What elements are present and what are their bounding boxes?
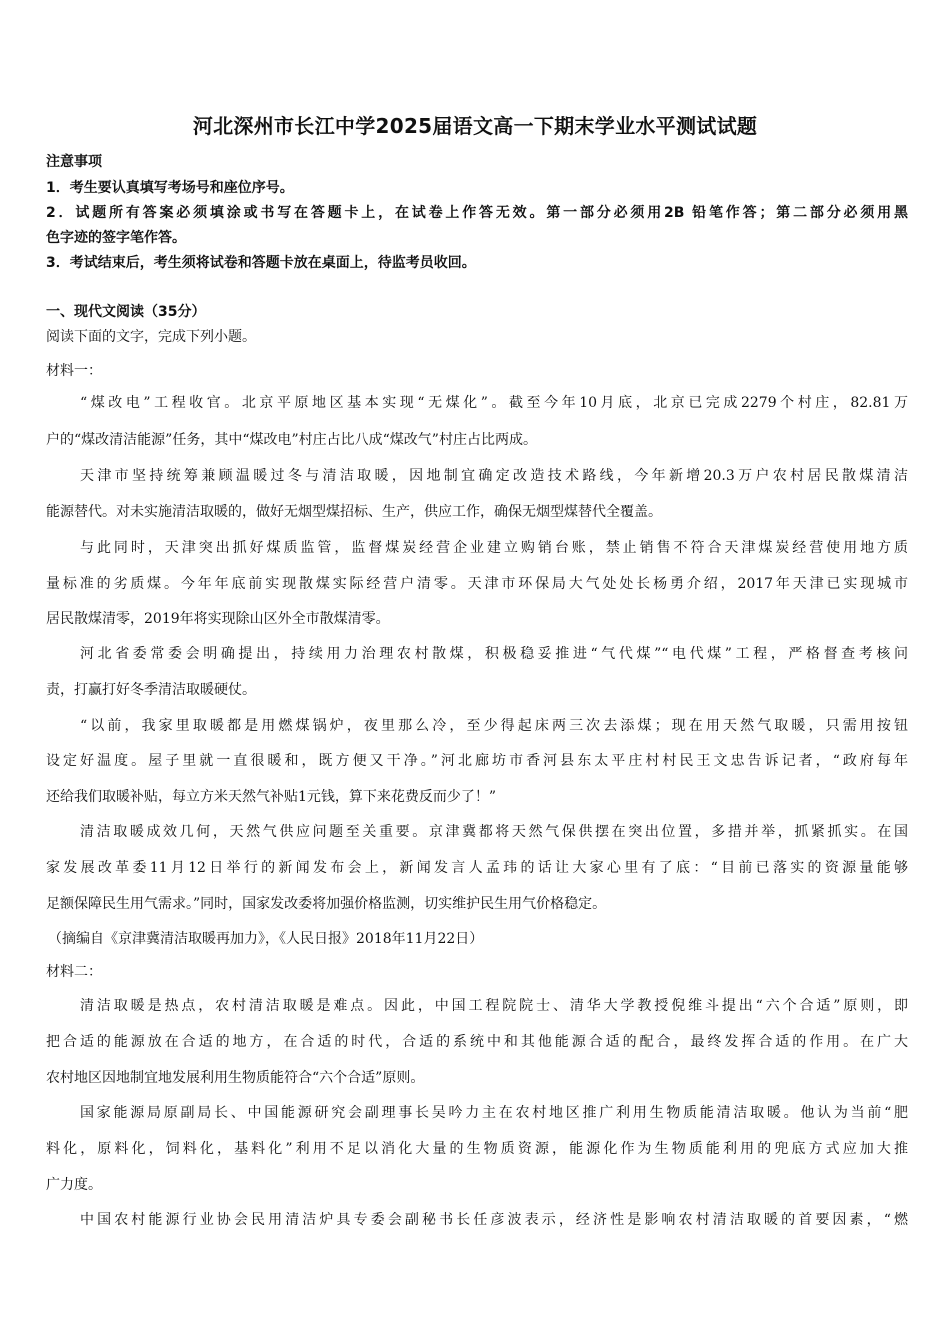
- m1-line-7: 居民散煤清零，2019年将实现除山区外全市散煤清零。: [46, 611, 390, 627]
- m1-line-11: 设定好温度。屋子里就一直很暖和，既方便又干净。”河北廊坊市香河县东太平庄村村民王文忠告诉记者，“政府每年: [46, 753, 908, 769]
- m1-line-13: 清洁取暖成效几何，天然气供应问题至关重要。京津冀都将天然气保供摆在突出位置，多措并举，抓紧抓实。在国: [80, 824, 908, 840]
- m2-line-5: 料化，原料化，饲料化，基料化”利用不足以消化大量的生物质资源，能源化作为生物质能利用的兜底方式应加大推: [46, 1141, 908, 1157]
- notice-heading: 注意事项: [46, 154, 102, 170]
- m1-line-9: 责，打赢打好冬季清洁取暖硬仗。: [46, 682, 256, 698]
- material-2-label: 材料二：: [46, 964, 102, 980]
- source-citation: （摘编自《京津冀清洁取暖再加力》，《人民日报》2018年11月22日）: [48, 931, 484, 947]
- m1-line-2: 户的“煤改清洁能源”任务，其中“煤改电”村庄占比八成“煤改气”村庄占比两成。: [46, 432, 537, 448]
- notice-line-3: 3．考试结束后，考生须将试卷和答题卡放在桌面上，待监考员收回。: [46, 255, 476, 271]
- m1-line-1: “煤改电”工程收官。北京平原地区基本实现“无煤化”。截至今年10月底，北京已完成2279个村庄，82.81万: [80, 395, 908, 411]
- m1-line-5: 与此同时，天津突出抓好煤质监管，监督煤炭经营企业建立购销台账，禁止销售不符合天津煤炭经营使用地方质: [80, 540, 908, 556]
- m2-line-3: 农村地区因地制宜地发展利用生物质能符合“六个合适”原则。: [46, 1070, 425, 1086]
- material-1-label: 材料一：: [46, 363, 102, 379]
- m1-line-3: 天津市坚持统筹兼顾温暖过冬与清洁取暖，因地制宜确定改造技术路线，今年新增20.3万户农村居民散煤清洁: [80, 468, 908, 484]
- m1-line-12: 还给我们取暖补贴，每立方米天然气补贴1元钱，算下来花费反而少了！”: [46, 789, 497, 805]
- m1-line-4: 能源替代。对未实施清洁取暖的，做好无烟型煤招标、生产，供应工作，确保无烟型煤替代全覆盖。: [46, 504, 662, 520]
- m1-line-14: 家发展改革委11月12日举行的新闻发布会上，新闻发言人孟玮的话让大家心里有了底：“目前已落实的资源量能够: [46, 860, 908, 876]
- m1-line-15: 足额保障民生用气需求。”同时，国家发改委将加强价格监测，切实维护民生用气价格稳定。: [46, 896, 607, 912]
- exam-title: 河北深州市长江中学2025届语文高一下期末学业水平测试试题: [192, 114, 758, 138]
- m2-line-1: 清洁取暖是热点，农村清洁取暖是难点。因此，中国工程院院士、清华大学教授倪维斗提出“六个合适”原则，即: [80, 998, 908, 1014]
- notice-line-1: 1．考生要认真填写考场号和座位序号。: [46, 180, 294, 196]
- notice-line-2: 2．试题所有答案必须填涂或书写在答题卡上，在试卷上作答无效。第一部分必须用2B 铅笔作答；第二部分必须用黑: [46, 205, 908, 221]
- m2-line-2: 把合适的能源放在合适的地方，在合适的时代，合适的系统中和其他能源合适的配合，最终发挥合适的作用。在广大: [46, 1034, 908, 1050]
- m2-line-7: 中国农村能源行业协会民用清洁炉具专委会副秘书长任彦波表示，经济性是影响农村清洁取暖的首要因素，“燃: [80, 1212, 908, 1228]
- m1-line-6: 量标准的劣质煤。今年年底前实现散煤实际经营户清零。天津市环保局大气处处长杨勇介绍，2017年天津已实现城市: [46, 576, 908, 592]
- reading-instruction: 阅读下面的文字，完成下列小题。: [46, 329, 256, 345]
- notice-line-2-cont: 色字迹的签字笔作答。: [46, 230, 186, 246]
- m2-line-6: 广力度。: [46, 1177, 102, 1193]
- m1-line-8: 河北省委常委会明确提出，持续用力治理农村散煤，积极稳妥推进“气代煤”“电代煤”工程，严格督查考核问: [80, 646, 908, 662]
- m1-line-10: “以前，我家里取暖都是用燃煤锅炉，夜里那么冷，至少得起床两三次去添煤；现在用天然气取暖，只需用按钮: [80, 718, 908, 734]
- section-heading: 一、现代文阅读（35分）: [46, 304, 206, 320]
- m2-line-4: 国家能源局原副局长、中国能源研究会副理事长吴吟力主在农村地区推广利用生物质能清洁取暖。他认为当前“肥: [80, 1105, 908, 1121]
